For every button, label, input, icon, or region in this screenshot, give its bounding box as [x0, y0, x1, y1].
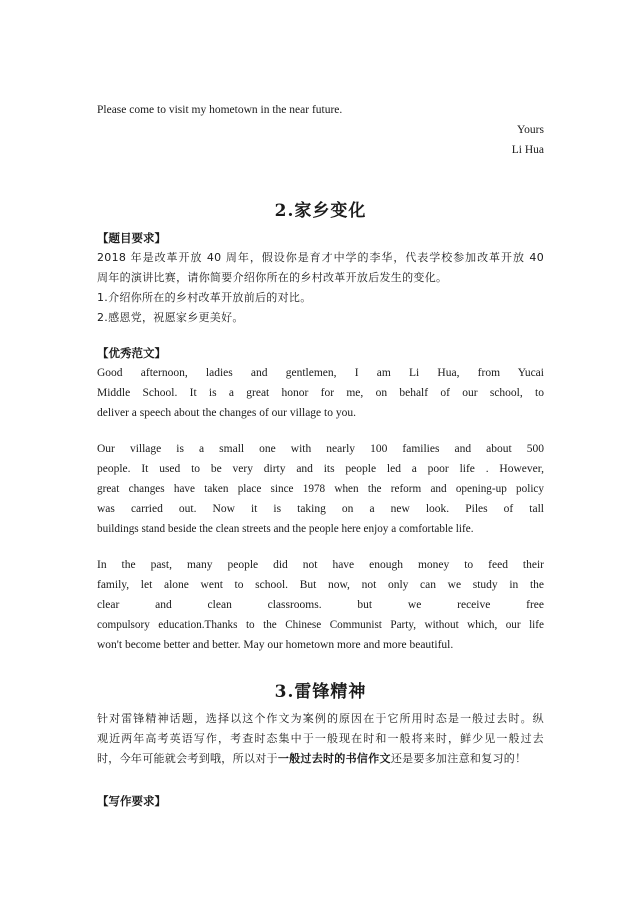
intro-line: 针对雷锋精神话题，选择以这个作文为案例的原因在于它所用时态是一般过去时。纵	[97, 712, 544, 725]
writing-requirements-label: 【写作要求】	[97, 794, 166, 808]
sample-essay-label: 【优秀范文】	[97, 346, 166, 360]
essay-line: buildings stand beside the clean streets and the people here enjoy a comfortable life.	[97, 523, 474, 535]
requirements-label: 【题目要求】	[97, 231, 166, 245]
sign-off: Yours	[517, 124, 544, 136]
essay-line: was carried out. Now it is taking on a new look. Piles of tall	[97, 503, 544, 515]
requirement-line: 2018 年是改革开放 40 周年，假设你是育才中学的李华，代表学校参加改革开放 40	[97, 251, 544, 264]
closing-line: Please come to visit my hometown in the near future.	[97, 104, 343, 116]
section-title: 3.雷锋精神	[274, 682, 367, 702]
essay-line: compulsory education.Thanks to the Chinese Communist Party, without which, our life	[97, 619, 544, 631]
intro-text: 时，今年可能就会考到哦，所以对于	[97, 752, 278, 765]
requirement-line: 周年的演讲比赛，请你简要介绍你所在的乡村改革开放后发生的变化。	[97, 271, 448, 284]
requirement-line: 2.感恩党，祝愿家乡更美好。	[97, 311, 244, 324]
essay-line: family, let alone went to school. But now, not only can we study in the	[97, 579, 544, 591]
essay-line: clear and clean classrooms. but we receive free	[97, 599, 544, 611]
essay-line: Middle School. It is a great honor for me, on behalf of our school, to	[97, 387, 544, 399]
essay-line: deliver a speech about the changes of our village to you.	[97, 407, 356, 419]
requirement-line: 1.介绍你所在的乡村改革开放前后的对比。	[97, 291, 312, 304]
intro-line: 观近两年高考英语写作，考查时态集中于一般现在时和一般将来时，鲜少见一般过去	[97, 732, 544, 745]
signature-name: Li Hua	[511, 144, 544, 156]
essay-line: great changes have taken place since 1978 when the reform and opening-up policy	[97, 483, 544, 495]
essay-line: won't become better and better. May our hometown more and more beautiful.	[97, 639, 454, 651]
intro-emphasis: 一般过去时的书信作文	[277, 752, 391, 765]
essay-line: people. It used to be very dirty and its people led a poor life . However,	[97, 463, 544, 475]
intro-line	[97, 749, 544, 769]
essay-line: Our village is a small one with nearly 100 families and about 500	[97, 443, 544, 455]
essay-line: In the past, many people did not have enough money to feed their	[97, 559, 544, 571]
section-title: 2.家乡变化	[274, 201, 367, 221]
essay-line: Good afternoon, ladies and gentlemen, I am Li Hua, from Yucai	[97, 367, 544, 379]
intro-text: 还是要多加注意和复习的！	[390, 752, 527, 765]
